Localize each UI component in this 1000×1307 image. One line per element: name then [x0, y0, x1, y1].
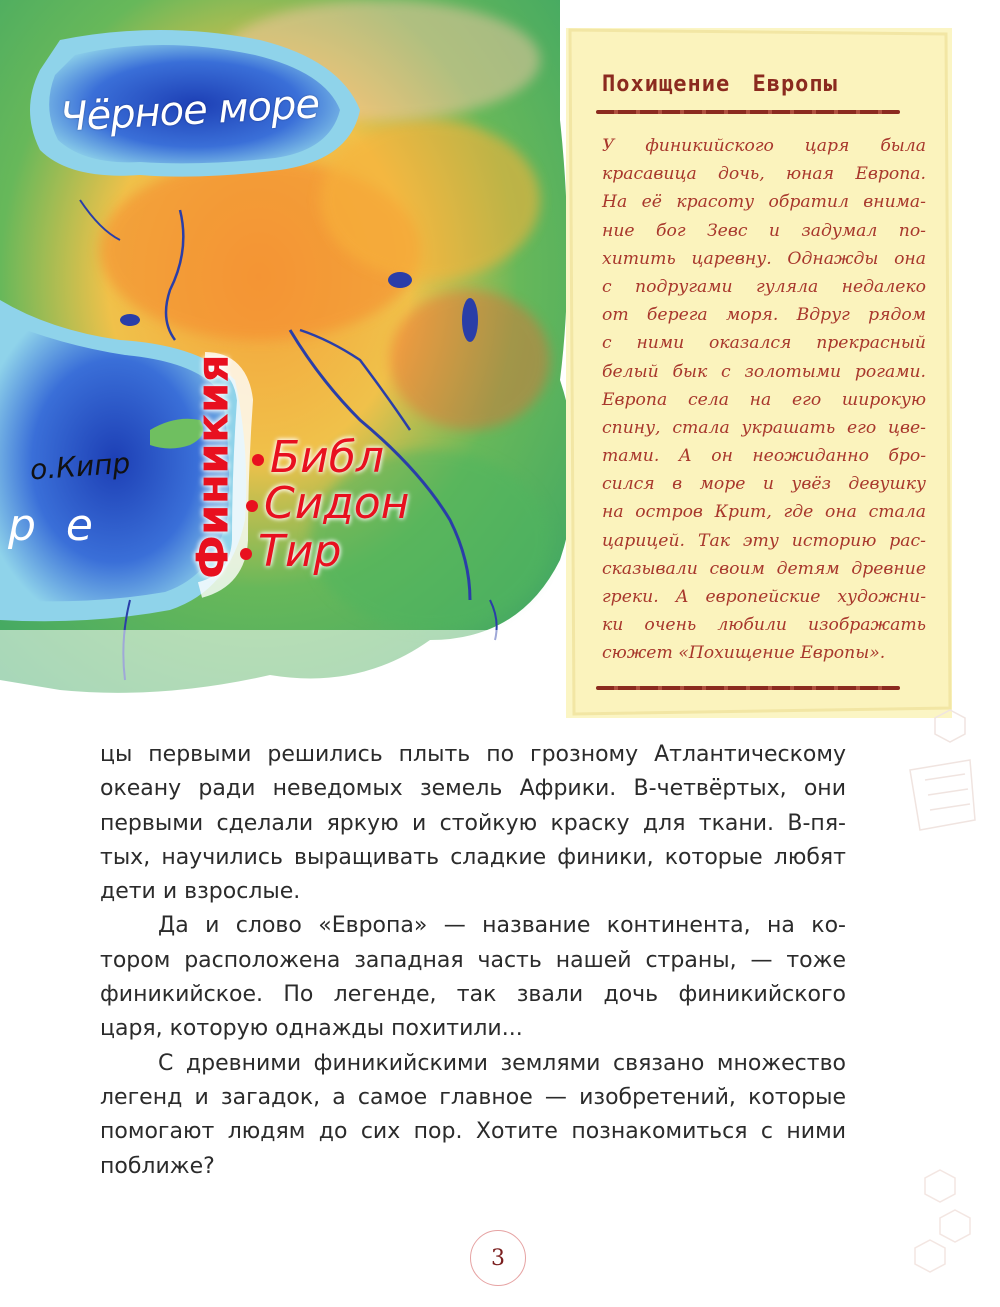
cyprus-label: о.Кипр	[28, 446, 132, 487]
story-line: греки. А европейские художни-	[602, 587, 926, 607]
story-line: красавица дочь, юная Европа.	[602, 164, 926, 185]
body-line: легенд и загадок, а самое главное — изобретений, которые	[100, 1084, 846, 1110]
story-line: Европа села на его широкую	[602, 389, 926, 410]
decorative-sketch-icon	[880, 700, 990, 850]
body-line: тых, научились выращивать сладкие финики, которые любят	[100, 844, 846, 870]
city-dot-icon	[252, 454, 264, 466]
story-line: на остров Крит, где она стала	[602, 502, 926, 523]
body-line: царя, которую однажды похитили...	[100, 1016, 523, 1042]
phoenicia-label: Финикия	[187, 354, 239, 579]
story-line: сказывали своим детям древние	[602, 558, 926, 579]
story-line: белый бык с золотыми рогами.	[602, 361, 926, 382]
body-line: финикийское. По легенде, так звали дочь финикийского	[100, 982, 846, 1008]
body-line: Да и слово «Европа» — название континента, на ко-	[158, 913, 846, 939]
story-line: ние бог Зевс и задумал по-	[602, 220, 926, 241]
story-line: с ними оказался прекрасный	[602, 333, 926, 354]
decorative-molecule-icon	[900, 1160, 990, 1280]
story-line: На её красоту обратил внима-	[602, 192, 926, 213]
sidebar-story-text	[602, 132, 926, 668]
city-dot-icon	[246, 500, 258, 512]
body-line: тором расположена западная часть нашей страны, — тоже	[100, 947, 846, 973]
story-line: сюжет «Похищение Европы».	[602, 643, 886, 664]
story-line: хитить царевну. Однажды она	[602, 248, 926, 269]
body-line: С древними финикийскими землями связано множество	[158, 1050, 846, 1076]
main-body-text	[100, 738, 846, 1184]
body-line: дети и взрослые.	[100, 879, 301, 905]
body-line: цы первыми решились плыть по грозному Атлантическому	[100, 742, 846, 767]
map-illustration	[0, 0, 590, 700]
body-line: океану ради неведомых земель Африки. В-четвёртых, они	[100, 776, 846, 802]
city-dot-icon	[240, 548, 252, 560]
city-byblos	[252, 432, 384, 483]
sea-label-fragment: р е	[8, 500, 101, 551]
title-divider	[596, 110, 900, 114]
city-label: Библ	[270, 432, 385, 483]
sidebar-title: Похищение Европы	[602, 72, 838, 97]
city-label: Сидон	[264, 478, 410, 529]
city-tyre	[240, 526, 341, 577]
story-line: ки очень любили изображать	[602, 615, 926, 636]
black-sea-label: Чёрное море	[58, 81, 321, 141]
story-line: сился в море и увёз девушку	[602, 474, 926, 495]
story-line: от берега моря. Вдруг рядом	[602, 305, 926, 326]
sidebar-story-box	[566, 28, 952, 718]
body-line: помогают людям до сих пор. Хотите познакомиться с ними	[100, 1119, 846, 1145]
bottom-divider	[596, 686, 900, 690]
story-line: с подругами гуляла недалеко	[602, 276, 926, 297]
body-line: первыми сделали яркую и стойкую краску для ткани. В-пя-	[100, 810, 846, 836]
story-line: тами. А он неожиданно бро-	[602, 446, 926, 467]
story-line: У финикийского царя была	[602, 136, 926, 156]
city-sidon	[246, 478, 409, 529]
body-line: поближе?	[100, 1153, 215, 1179]
city-label: Тир	[258, 526, 342, 577]
story-line: царицей. Так эту историю рас-	[602, 530, 926, 551]
story-line: спину, стала украшать его цве-	[602, 417, 926, 438]
page-number: 3	[470, 1230, 526, 1286]
